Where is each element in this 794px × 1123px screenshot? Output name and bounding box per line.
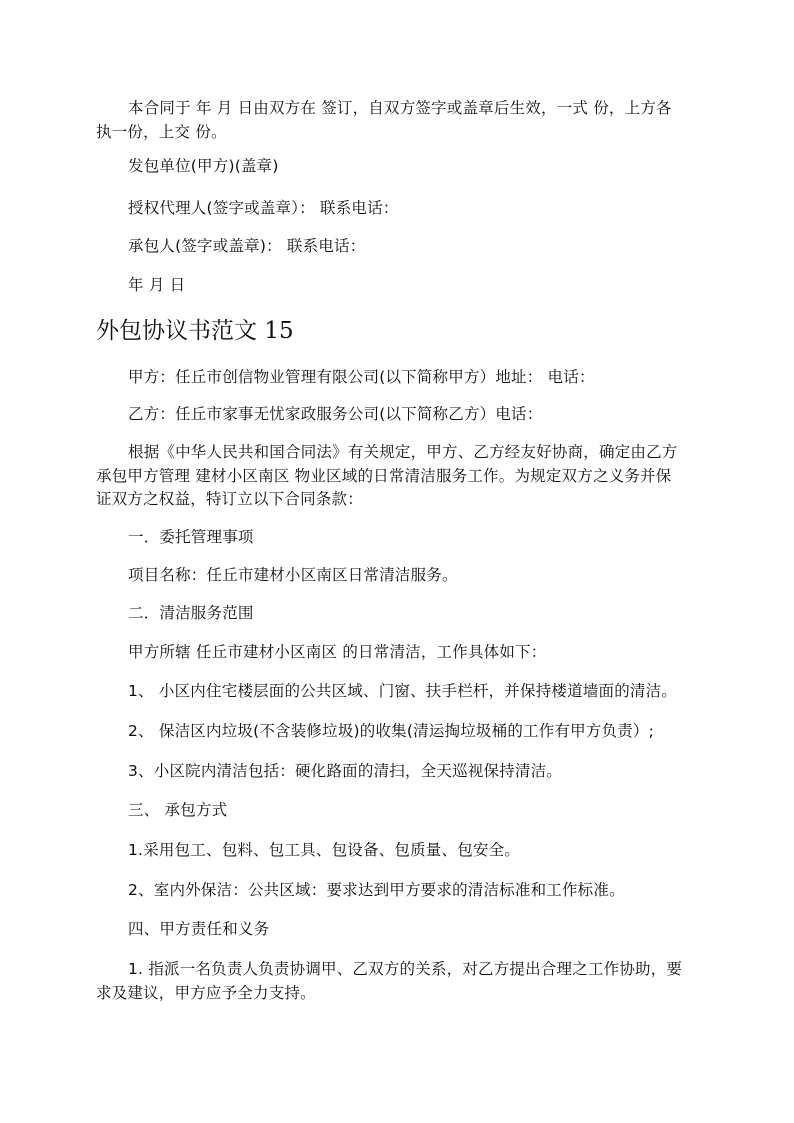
- clause-4-title: 四、甲方责任和义务: [128, 920, 270, 938]
- service-scope-intro: 甲方所辖 任丘市建材小区南区 的日常清洁，工作具体如下：: [128, 643, 547, 661]
- scope-item-3: 3、小区院内清洁包括：硬化路面的清扫，全天巡视保持清洁。: [128, 762, 562, 780]
- project-name: 项目名称：任丘市建材小区南区日常清洁服务。: [128, 566, 458, 584]
- preamble-line-3: 证双方之权益，特订立以下合同条款：: [96, 490, 363, 508]
- preamble-line-2: 承包甲方管理 建材小区南区 物业区域的日常清洁服务工作。为规定双方之义务并保: [96, 467, 672, 485]
- contractor-unit-seal: 发包单位(甲方)(盖章): [128, 157, 279, 175]
- party-a-duty-line-2: 求及建议，甲方应予全力支持。: [96, 984, 316, 1002]
- clause-2-title: 二．清洁服务范围: [128, 604, 254, 622]
- clause-1-title: 一．委托管理事项: [128, 528, 254, 546]
- contract-mode-item-2: 2、室内外保洁：公共区域：要求达到甲方要求的清洁标准和工作标准。: [128, 881, 625, 899]
- preamble-line-1: 根据《中华人民共和国合同法》有关规定，甲方、乙方经友好协商，确定由乙方: [128, 443, 678, 461]
- authorized-agent-signature: 授权代理人(签字或盖章）： 联系电话：: [128, 199, 399, 217]
- party-b-info: 乙方：任丘市家事无忧家政服务公司(以下简称乙方）电话：: [128, 405, 543, 423]
- party-a-duty-line-1: 1. 指派一名负责人负责协调甲、乙双方的关系，对乙方提出合理之工作协助，要: [128, 960, 683, 978]
- scope-item-2: 2、 保洁区内垃圾(不含装修垃圾)的收集(清运掏垃圾桶的工作有甲方负责）;: [128, 722, 655, 740]
- section-heading: 外包协议书范文 15: [96, 318, 294, 344]
- effective-clause-line-2: 执一份，上交 份。: [96, 123, 227, 141]
- contractee-signature: 承包人(签字或盖章)： 联系电话：: [128, 237, 366, 255]
- clause-3-title: 三、 承包方式: [128, 801, 228, 819]
- signing-date: 年 月 日: [128, 276, 186, 294]
- contract-mode-item-1: 1.采用包工、包料、包工具、包设备、包质量、包安全。: [128, 841, 520, 859]
- scope-item-1: 1、 小区内住宅楼层面的公共区域、门窗、扶手栏杆，并保持楼道墙面的清洁。: [128, 682, 677, 700]
- effective-clause-line-1: 本合同于 年 月 日由双方在 签订，自双方签字或盖章后生效，一式 份，上方各: [128, 99, 672, 117]
- party-a-info: 甲方：任丘市创信物业管理有限公司(以下简称甲方）地址： 电话：: [128, 368, 595, 386]
